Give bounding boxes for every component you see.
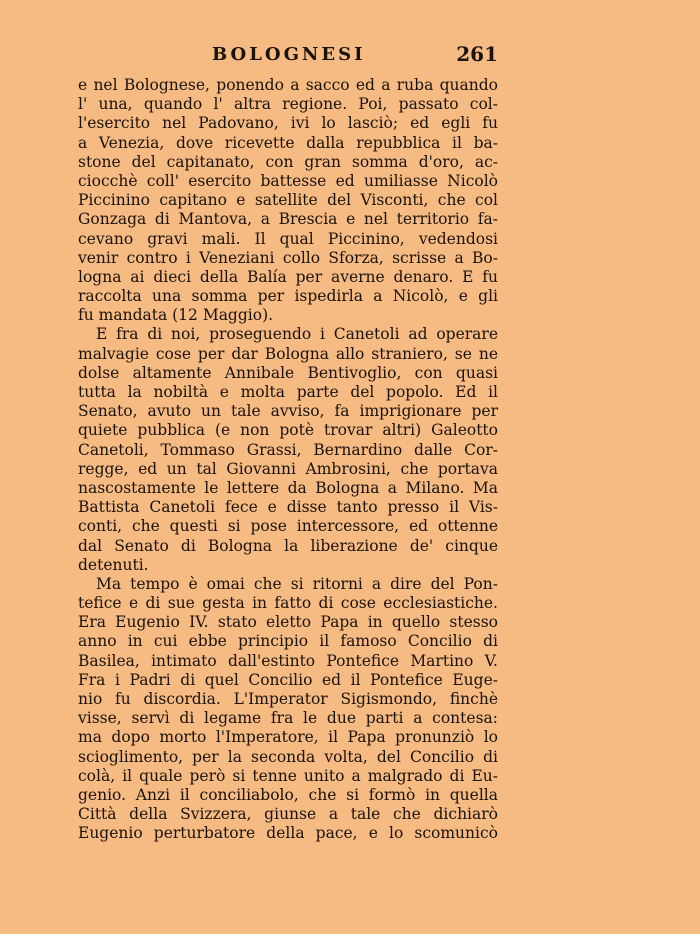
text-line: visse, servì di legame fra le due parti a contesa:: [78, 709, 498, 728]
text-line: Senato, avuto un tale avviso, fa imprigionare per: [78, 402, 498, 421]
text-line: Fra i Padri di quel Concilio ed il Pontefice Euge-: [78, 670, 498, 689]
text-line: detenuti.: [78, 555, 149, 574]
paragraph-1: [78, 76, 498, 325]
paragraph-2: [78, 325, 498, 574]
text-line: malvagie cose per dar Bologna allo straniero, se ne: [78, 344, 498, 363]
running-title: BOLOGNESI: [212, 44, 366, 65]
text-line: ma dopo morto l'Imperatore, il Papa pronunziò lo: [78, 728, 498, 747]
text-line: genio. Anzi il conciliabolo, che si formò in quella: [78, 785, 498, 804]
text-line: l'esercito nel Padovano, ivi lo lasciò; ed egli fu: [78, 114, 498, 133]
text-line: nio fu discordia. L'Imperator Sigismondo, finchè: [78, 690, 498, 708]
text-line: a Venezia, dove ricevette dalla repubblica il ba-: [78, 133, 498, 152]
text-line: logna ai dieci della Balía per averne denaro. E fu: [78, 267, 498, 286]
text-line: e nel Bolognese, ponendo a sacco ed a ruba quando: [78, 76, 498, 94]
text-line: quiete pubblica (e non potè trovar altri) Galeotto: [78, 421, 498, 440]
text-line: dal Senato di Bologna la liberazione de' cinque: [78, 536, 498, 555]
text-line: regge, ed un tal Giovanni Ambrosini, che portava: [78, 459, 498, 478]
paragraph-3: [78, 575, 498, 844]
text-line: Basilea, intimato dall'estinto Pontefice Martino V.: [78, 651, 498, 670]
text-line: nascostamente le lettere da Bologna a Milano. Ma: [78, 478, 498, 497]
running-header: [76, 44, 498, 68]
text-line: ciocchè coll' esercito battesse ed umiliasse Nicolò: [78, 171, 498, 190]
text-line: Era Eugenio IV. stato eletto Papa in quello stesso: [78, 613, 498, 632]
text-line: Eugenio perturbatore della pace, e lo scomunicò: [78, 824, 498, 843]
text-line: dolse altamente Annibale Bentivoglio, con quasi: [78, 363, 498, 382]
text-line: scioglimento, per la seconda volta, del Concilio di: [78, 747, 498, 766]
text-line: E fra di noi, proseguendo i Canetoli ad operare: [96, 325, 498, 344]
text-line: Città della Svizzera, giunse a tale che dichiarò: [78, 805, 498, 824]
text-line: Canetoli, Tommaso Grassi, Bernardino dalle Cor-: [78, 440, 498, 459]
text-line: Ma tempo è omai che si ritorni a dire del Pon-: [96, 574, 498, 593]
text-line: Battista Canetoli fece e disse tanto presso il Vis-: [78, 498, 498, 517]
text-line: l' una, quando l' altra regione. Poi, passato col-: [78, 95, 498, 114]
body-text: [78, 76, 498, 844]
text-line: anno in cui ebbe principio il famoso Concilio di: [78, 632, 498, 651]
text-line: raccolta una somma per ispedirla a Nicolò, e gli: [78, 287, 498, 306]
text-line: fu mandata (12 Maggio).: [78, 306, 274, 325]
text-line: cevano gravi mali. Il qual Piccinino, vedendosi: [78, 229, 498, 248]
text-line: Gonzaga di Mantova, a Brescia e nel territorio fa-: [78, 210, 498, 229]
text-line: venir contro i Veneziani collo Sforza, scrisse a Bo-: [78, 248, 498, 267]
text-line: tefice e di sue gesta in fatto di cose ecclesiastiche.: [78, 594, 498, 613]
page-number: 261: [456, 42, 498, 66]
text-line: Piccinino capitano e satellite del Visconti, che col: [78, 191, 498, 210]
text-line: tutta la nobiltà e molta parte del popolo. Ed il: [78, 383, 498, 401]
text-line: stone del capitanato, con gran somma d'oro, ac-: [78, 152, 498, 171]
text-line: conti, che questi si pose intercessore, ed ottenne: [78, 517, 498, 536]
text-line: colà, il quale però si tenne unito a malgrado di Eu-: [78, 766, 498, 785]
